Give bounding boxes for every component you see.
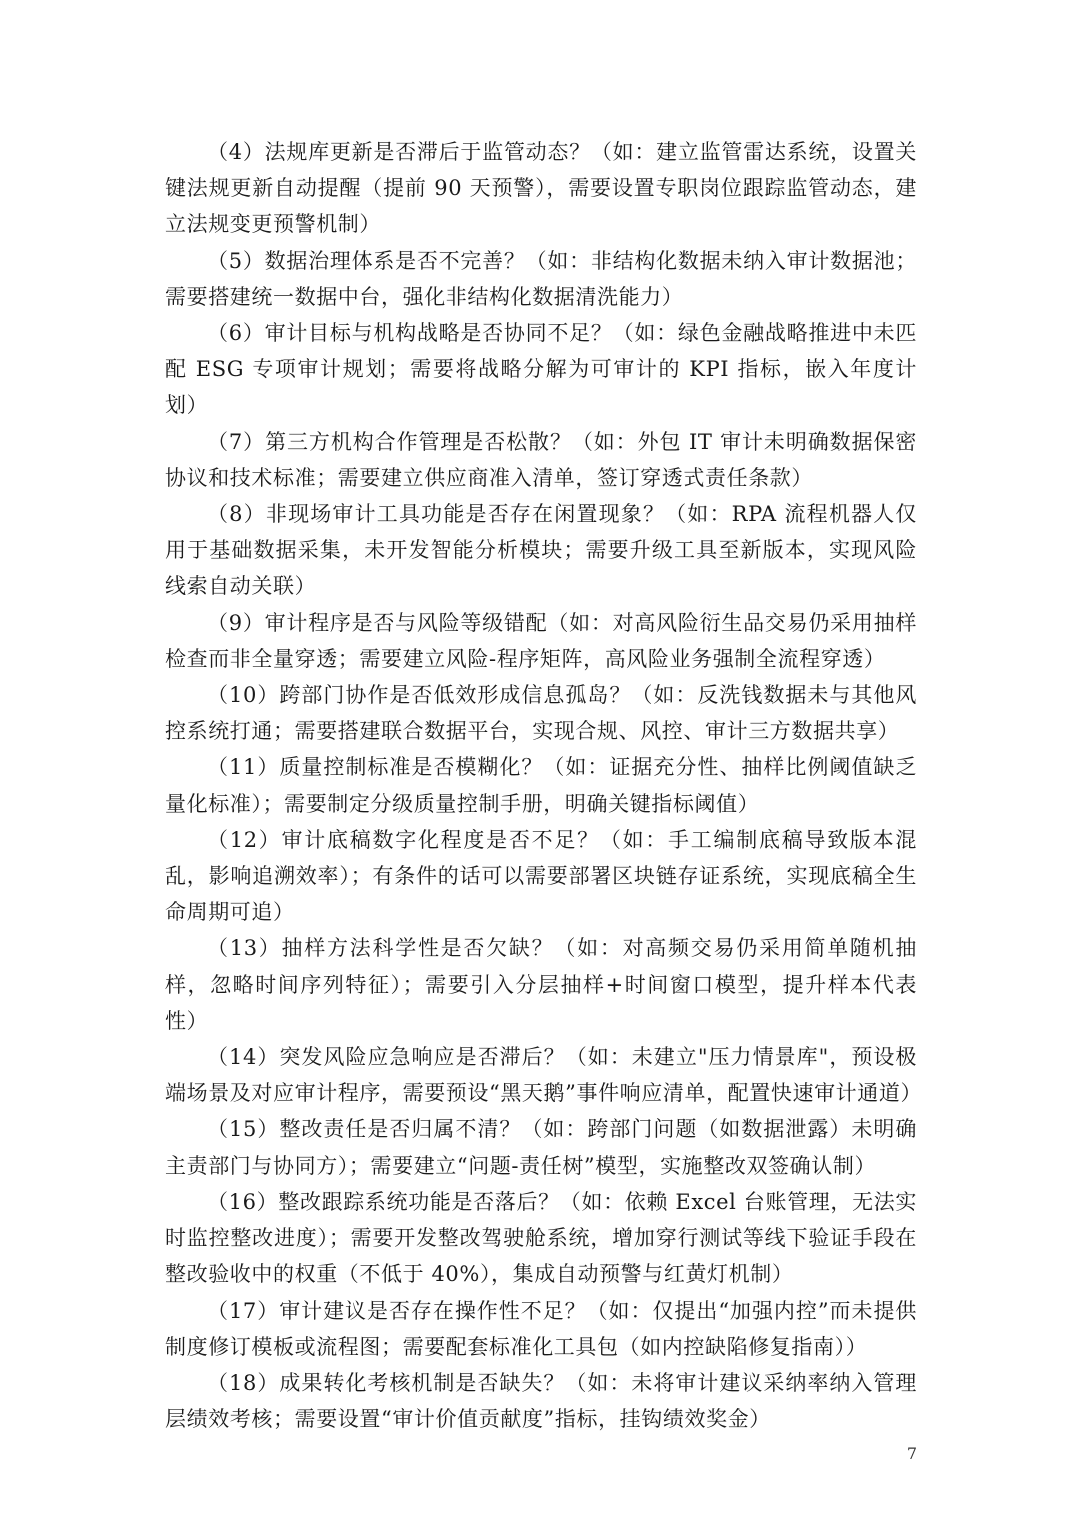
paragraph-item-12: （12）审计底稿数字化程度是否不足？（如：手工编制底稿导致版本混乱，影响追溯效率）；有条件的话可以需要部署区块链存证系统，实现底稿全生命周期可追） bbox=[165, 827, 917, 925]
paragraph-item-14: （14）突发风险应急响应是否滞后？（如：未建立"压力情景库"，预设极端场景及对应审计程序，需要预设“黑天鹅”事件响应清单，配置快速审计通道） bbox=[165, 1045, 923, 1106]
paragraph-item-9: （9）审计程序是否与风险等级错配（如：对高风险衍生品交易仍采用抽样检查而非全量穿透；需要建立风险-程序矩阵，高风险业务强制全流程穿透） bbox=[165, 610, 917, 671]
paragraph-item-8: （8）非现场审计工具功能是否存在闲置现象？（如：RPA 流程机器人仅用于基础数据采集，未开发智能分析模块；需要升级工具至新版本，实现风险线索自动关联） bbox=[165, 502, 917, 599]
paragraph-item-15: （15）整改责任是否归属不清？（如：跨部门问题（如数据泄露）未明确主责部门与协同方）；需要建立“问题-责任树”模型，实施整改双签确认制） bbox=[165, 1117, 917, 1178]
page-body bbox=[165, 134, 923, 1437]
paragraph-item-11: （11）质量控制标准是否模糊化？（如：证据充分性、抽样比例阈值缺乏量化标准）；需要制定分级质量控制手册，明确关键指标阈值） bbox=[165, 755, 917, 816]
paragraph-item-4: （4）法规库更新是否滞后于监管动态？（如：建立监管雷达系统，设置关键法规更新自动提醒（提前 90 天预警），需要设置专职岗位跟踪监管动态，建立法规变更预警机制） bbox=[165, 140, 917, 237]
paragraph-item-6: （6）审计目标与机构战略是否协同不足？（如：绿色金融战略推进中未匹配 ESG 专项审计规划；需要将战略分解为可审计的 KPI 指标，嵌入年度计划） bbox=[165, 321, 917, 418]
paragraph-item-7: （7）第三方机构合作管理是否松散？（如：外包 IT 审计未明确数据保密协议和技术标准；需要建立供应商准入清单，签订穿透式责任条款） bbox=[165, 429, 917, 490]
paragraph-item-18: （18）成果转化考核机制是否缺失？（如：未将审计建议采纳率纳入管理层绩效考核；需要设置“审计价值贡献度”指标，挂钩绩效奖金） bbox=[165, 1370, 917, 1432]
paragraph-item-16: （16）整改跟踪系统功能是否落后？（如：依赖 Excel 台账管理，无法实时监控整改进度）；需要开发整改驾驶舱系统，增加穿行测试等线下验证手段在整改验收中的权重（不低于 40%），集成自动预警与红黄灯机制） bbox=[165, 1189, 917, 1287]
paragraph-item-13: （13）抽样方法科学性是否欠缺？（如：对高频交易仍采用简单随机抽样，忽略时间序列特征）；需要引入分层抽样+时间窗口模型，提升样本代表性） bbox=[165, 936, 917, 1033]
paragraph-item-5: （5）数据治理体系是否不完善？（如：非结构化数据未纳入审计数据池；需要搭建统一数据中台，强化非结构化数据清洗能力） bbox=[165, 248, 917, 309]
page-number: 7 bbox=[906, 1444, 918, 1463]
paragraph-item-10: （10）跨部门协作是否低效形成信息孤岛？（如：反洗钱数据未与其他风控系统打通；需要搭建联合数据平台，实现合规、风控、审计三方数据共享） bbox=[165, 683, 917, 744]
paragraph-item-17: （17）审计建议是否存在操作性不足？（如：仅提出“加强内控”而未提供制度修订模板或流程图；需要配套标准化工具包（如内控缺陷修复指南）） bbox=[165, 1298, 917, 1359]
